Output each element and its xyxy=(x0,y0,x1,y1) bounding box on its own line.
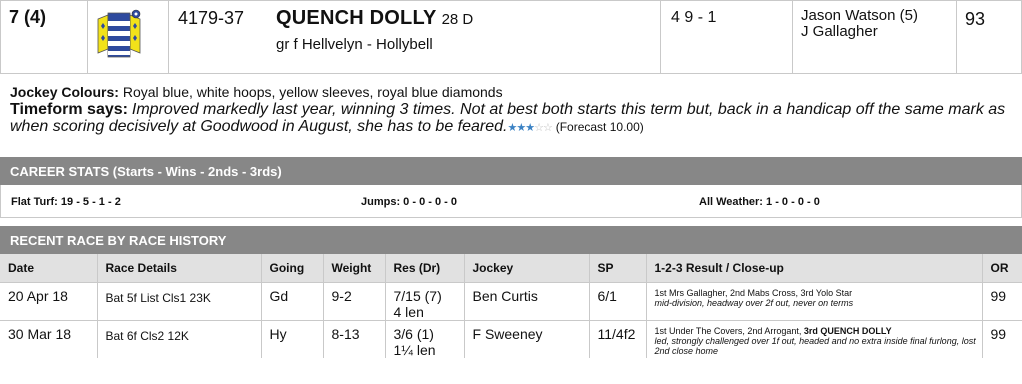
forecast-price: (Forecast 10.00) xyxy=(555,120,644,134)
row-sp: 6/1 xyxy=(589,282,646,320)
jockey-name[interactable]: Jason Watson (5) xyxy=(801,7,918,24)
jockey-colours-line xyxy=(10,84,1022,101)
row-going: Hy xyxy=(261,320,323,358)
race-history-header: RECENT RACE BY RACE HISTORY xyxy=(0,226,1022,254)
row-or: 99 xyxy=(982,320,1022,358)
row-result xyxy=(385,320,464,358)
runner-header-row xyxy=(0,0,1022,74)
official-rating: 93 xyxy=(965,9,986,29)
runner-name-cell xyxy=(266,1,661,73)
row-placings-highlight: 3rd QUENCH DOLLY xyxy=(803,325,892,336)
col-result-closeup: 1-2-3 Result / Close-up xyxy=(646,254,982,282)
row-race-details[interactable]: Bat 5f List Cls1 23K xyxy=(97,282,261,320)
row-placings: 1st Under The Covers, 2nd Arrogant, xyxy=(654,325,804,336)
col-jockey: Jockey xyxy=(464,254,589,282)
jockey-silks-icon xyxy=(88,1,169,73)
row-closeup: led, strongly challenged over 1f out, headed and no extra inside final furlong, lost 2nd close home xyxy=(654,335,976,356)
row-result-closeup xyxy=(646,320,982,358)
table-row[interactable] xyxy=(0,320,1022,358)
timeform-comment xyxy=(10,101,1022,137)
runner-figures: 4 9 - 1 xyxy=(661,1,793,73)
col-sp: SP xyxy=(589,254,646,282)
col-going: Going xyxy=(261,254,323,282)
row-closeup: mid-division, headway over 2f out, never on terms xyxy=(654,297,854,308)
row-distance: 4 len xyxy=(393,303,424,320)
table-header-row xyxy=(0,254,1022,282)
col-or: OR xyxy=(982,254,1022,282)
row-sp: 11/4f2 xyxy=(589,320,646,358)
career-stats-row xyxy=(0,185,1022,218)
col-race-details: Race Details xyxy=(97,254,261,282)
row-position-draw: 7/15 (7) xyxy=(393,287,442,304)
row-race-details[interactable]: Bat 6f Cls2 12K xyxy=(97,320,261,358)
trainer-name[interactable]: J Gallagher xyxy=(801,23,878,40)
jockey-colours-label: Jockey Colours: xyxy=(10,84,119,100)
days-since-run: 28 D xyxy=(441,11,474,28)
jumps-stats: Jumps: 0 - 0 - 0 - 0 xyxy=(361,196,457,208)
row-going: Gd xyxy=(261,282,323,320)
row-or: 99 xyxy=(982,282,1022,320)
stars-filled: ★★★ xyxy=(507,122,535,134)
table-row[interactable] xyxy=(0,282,1022,320)
all-weather-stats: All Weather: 1 - 0 - 0 - 0 xyxy=(699,196,820,208)
col-weight: Weight xyxy=(323,254,385,282)
row-weight: 9-2 xyxy=(323,282,385,320)
horse-name[interactable]: QUENCH DOLLY xyxy=(276,7,437,29)
horse-breeding: gr f Hellvelyn - Hollybell xyxy=(276,36,433,53)
jockey-colours-text: Royal blue, white hoops, yellow sleeves, royal blue diamonds xyxy=(122,84,503,100)
timeform-text: Improved markedly last year, winning 3 times. Not at best both starts this term but, back in a handicap off the same mark as when scoring decisively at Goodwood in August, she has to be feared. xyxy=(10,101,1006,135)
race-history-table xyxy=(0,254,1022,358)
row-position-draw: 3/6 (1) xyxy=(393,325,434,342)
col-result-draw: Res (Dr) xyxy=(385,254,464,282)
flat-turf-stats: Flat Turf: 19 - 5 - 1 - 2 xyxy=(11,196,121,208)
timeform-label: Timeform says: xyxy=(10,101,128,118)
row-weight: 8-13 xyxy=(323,320,385,358)
stars-empty: ☆☆ xyxy=(534,122,552,134)
row-date: 30 Mar 18 xyxy=(0,320,97,358)
runner-form: 4179-37 xyxy=(178,8,245,28)
career-stats-header: CAREER STATS (Starts - Wins - 2nds - 3rds) xyxy=(0,157,1022,185)
row-result-closeup xyxy=(646,282,982,320)
runner-info xyxy=(0,84,1022,137)
row-placings: 1st Mrs Gallagher, 2nd Mabs Cross, 3rd Yolo Star xyxy=(654,287,853,298)
row-jockey[interactable]: F Sweeney xyxy=(464,320,589,358)
star-rating-icon xyxy=(507,122,551,134)
jockey-trainer-cell xyxy=(793,1,957,73)
row-date: 20 Apr 18 xyxy=(0,282,97,320)
row-jockey[interactable]: Ben Curtis xyxy=(464,282,589,320)
row-result xyxy=(385,282,464,320)
runner-number-draw: 7 (4) xyxy=(1,1,88,73)
silks-image xyxy=(96,9,142,59)
row-distance: 1¼ len xyxy=(393,341,436,358)
col-date: Date xyxy=(0,254,97,282)
